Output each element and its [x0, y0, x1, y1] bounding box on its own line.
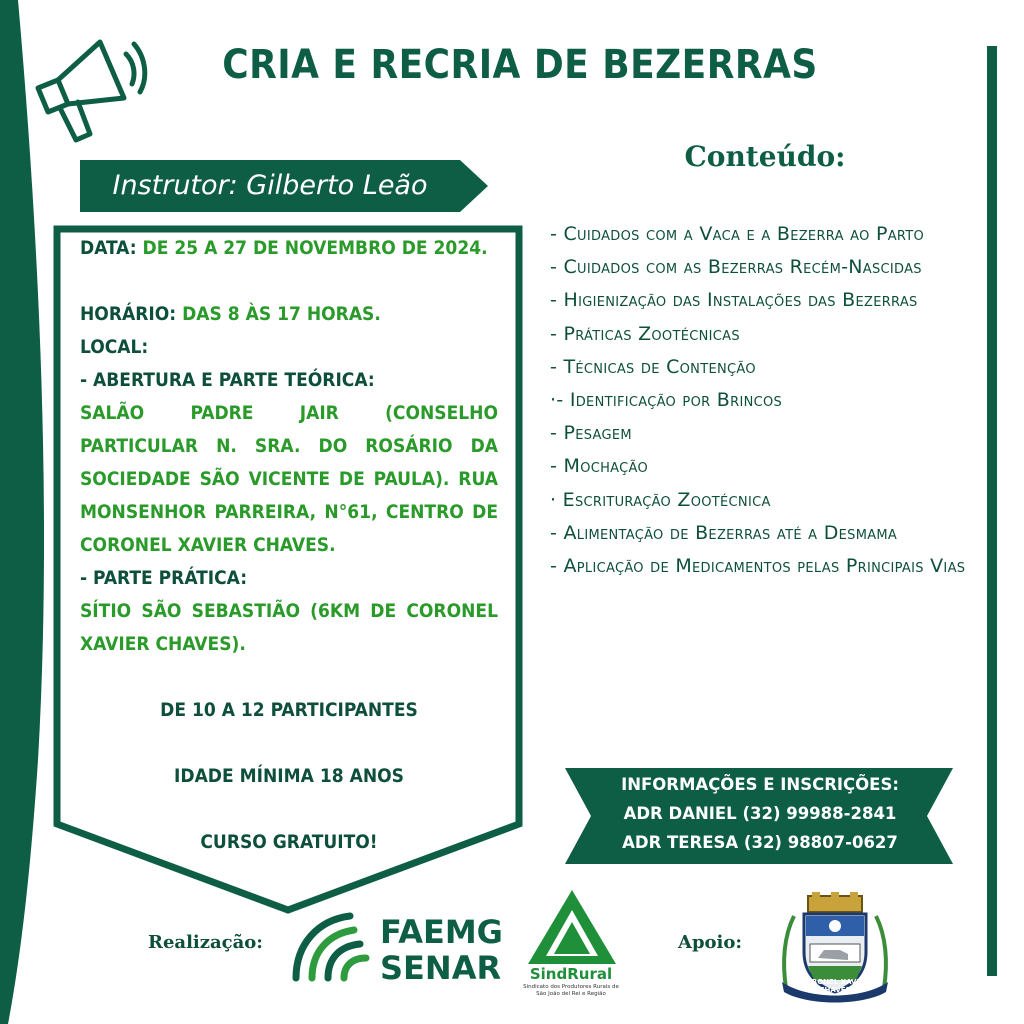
- left-curved-band: [0, 0, 60, 1024]
- participants-count: DE 10 A 12 PARTICIPANTES: [160, 699, 418, 721]
- list-item: - Pesagem: [550, 422, 632, 445]
- list-item: - Alimentação de Bezerras até a Desmama: [550, 521, 898, 544]
- sindrural-logo-icon: [524, 888, 620, 966]
- minimum-age: IDADE MÍNIMA 18 ANOS: [174, 765, 404, 787]
- list-item: - Cuidados com a Vaca e a Bezerra ao Parto: [550, 223, 925, 245]
- faemg-senar-logo-icon: [288, 908, 372, 982]
- page-title: CRIA E RECRIA DE BEZERRAS: [222, 42, 818, 88]
- right-vertical-bar: [987, 46, 997, 976]
- abertura-label: - ABERTURA E PARTE TEÓRICA:: [80, 369, 375, 391]
- pratica-label: - PARTE PRÁTICA:: [80, 567, 248, 589]
- list-item: - Mochação: [550, 455, 649, 478]
- local-label: LOCAL:: [80, 336, 149, 358]
- sindrural-name: SindRural: [529, 965, 613, 983]
- list-item: - Práticas Zootécnicas: [550, 322, 740, 345]
- megaphone-icon: [28, 36, 148, 146]
- list-item: ·- Identificação por Brincos: [550, 389, 783, 412]
- sindrural-subtitle: Sindicato dos Produtores Rurais de São João del Rei e Região: [523, 984, 619, 997]
- instructor-name: Instrutor: Gilberto Leão: [112, 170, 428, 201]
- contact-teresa: ADR TERESA (32) 98807-0627: [622, 833, 898, 852]
- info-ribbon-text: [600, 770, 920, 857]
- content-list: [550, 218, 970, 583]
- pratica-address: SÍTIO SÃO SEBASTIÃO (6KM DE CORONEL XAVIER CHAVES).: [80, 600, 498, 655]
- list-item: - Cuidados com as Bezerras Recém-Nascidas: [550, 256, 922, 279]
- crest-ribbon-label: CORONEL XAVIER CHAVES: [800, 978, 870, 994]
- abertura-address: SALÃO PADRE JAIR (CONSELHO PARTICULAR N. SRA. DO ROSÁRIO DA SOCIEDADE SÃO VICENTE DE PAULA). RUA MONSENHOR PARREIRA, N°61, CENTRO DE CORONEL XAVIER CHAVES.: [80, 402, 498, 556]
- list-item: · Escrituração Zootécnica: [550, 488, 771, 511]
- faemg-senar-wordmark: FAEMG SENAR: [380, 913, 503, 987]
- course-details: [80, 232, 498, 859]
- free-course: CURSO GRATUITO!: [200, 831, 378, 853]
- time-line: HORÁRIO: DAS 8 ÀS 17 HORAS.: [80, 303, 381, 325]
- list-item: - Técnicas de Contenção: [550, 355, 756, 378]
- apoio-label: Apoio:: [678, 932, 743, 953]
- info-heading: INFORMAÇÕES E INSCRIÇÕES:: [621, 775, 899, 794]
- list-item: - Aplicação de Medicamentos pelas Principais Vias: [550, 555, 966, 578]
- list-item: - Higienização das Instalações das Bezerras: [550, 289, 918, 312]
- content-heading: Conteúdo:: [684, 140, 846, 173]
- date-line: DATA: DE 25 A 27 DE NOVEMBRO DE 2024.: [80, 237, 488, 259]
- contact-daniel: ADR DANIEL (32) 99988-2841: [623, 804, 897, 823]
- realizacao-label: Realização:: [148, 932, 263, 953]
